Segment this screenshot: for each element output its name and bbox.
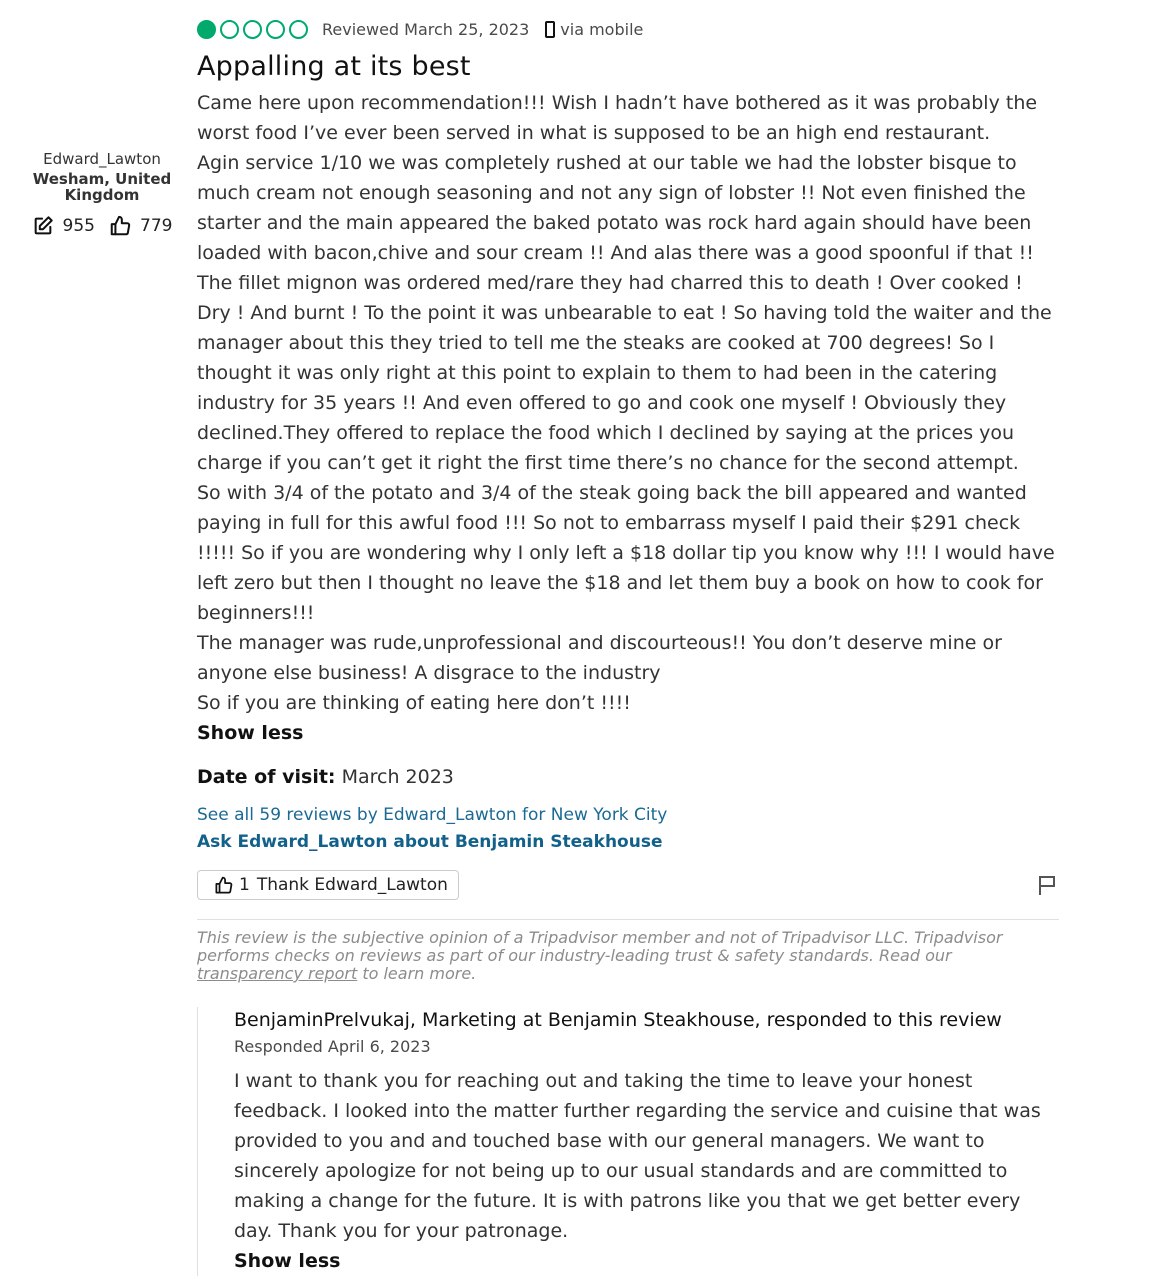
transparency-report-link[interactable]: transparency report — [197, 964, 358, 983]
review-card — [197, 14, 1059, 1276]
review-title: Appalling at its best — [197, 51, 471, 82]
response-date: Responded April 6, 2023 — [234, 1037, 431, 1056]
rating-bubble-empty — [266, 20, 285, 39]
review-body: Came here upon recommendation!!! Wish I hadn’t have bothered as it was probably the worst food I’ve ever been served in what is supposed to be an high end restaurant. Agin service 1/10 we was completely rushed at our table we had the lobster bisque to much cream not enough seasoning and not any sign of lobster !! Not even finished the starter and the main appeared the baked potato was rock hard again should have been loaded with bacon,chive and sour cream !! And alas there was a good spoonful if that !! The fillet mignon was ordered med/rare they had charred this to death ! Over cooked ! Dry ! And burnt ! To the point it was unbearable to eat ! So having told the waiter and the manager about this they tried to tell me the steaks are cooked at 700 degrees! So I thought it was only right at this point to explain to them to had been in the catering industry for 35 years !! And even offered to go and cook one myself ! Obviously they declined.They offered to replace the food which I declined by saying at the prices you charge if you can’t get it right the first time there’s no chance for the second attempt. So with 3/4 of the potato and 3/4 of the steak going back the bill appeared and wanted paying in full for this awful food !!! So not to embarrass myself I paid their $291 check !!!!! So if you are wondering why I only left a $18 dollar tip you know why !!! I would have left zero but then I thought no leave the $18 and let them buy a book on how to cook for beginners!!! The manager was rude,unprofessional and discourteous!! You don’t deserve mine or anyone else business! A disgrace to the industry So if you are thinking of eating here don’t !!!! — [197, 92, 1055, 714]
mobile-phone-icon — [545, 21, 555, 38]
rating-bubbles — [197, 20, 312, 39]
thumbs-up-icon — [214, 876, 233, 895]
reviewer-name[interactable]: Edward_Lawton — [43, 150, 161, 168]
response-header: BenjaminPrelvukaj, Marketing at Benjamin Steakhouse, responded to this review — [234, 1009, 1002, 1031]
reviewer-stats — [30, 215, 174, 237]
rating-bubble-filled — [197, 20, 216, 39]
owner-response — [197, 1007, 1059, 1276]
review-date: Reviewed March 25, 2023 — [322, 19, 530, 39]
edit-icon — [32, 215, 54, 237]
date-of-visit-value: March 2023 — [341, 766, 454, 788]
thank-count: 1 — [239, 875, 250, 895]
thank-label: Thank Edward_Lawton — [256, 875, 448, 895]
thank-row — [197, 870, 1059, 900]
contributions-stat — [32, 215, 95, 237]
rating-bubble-empty — [289, 20, 308, 39]
review-meta — [197, 14, 1059, 44]
rating-bubble-empty — [243, 20, 262, 39]
ask-reviewer-link[interactable]: Ask Edward_Lawton about Benjamin Steakhouse — [197, 832, 663, 852]
helpful-votes-count: 779 — [140, 216, 173, 236]
response-show-less-button[interactable]: Show less — [234, 1250, 341, 1272]
via-mobile-label: via mobile — [560, 19, 644, 39]
date-of-visit — [197, 762, 1059, 792]
reviewer-profile — [30, 150, 174, 237]
thumbs-up-icon — [109, 215, 131, 237]
rating-bubble-empty — [220, 20, 239, 39]
see-all-reviews-link[interactable]: See all 59 reviews by Edward_Lawton for New York City — [197, 805, 668, 825]
response-body: I want to thank you for reaching out and taking the time to leave your honest feedback. I looked into the matter further regarding the service and cuisine that was provided to you and and touched base with our general managers. We want to sincerely apologize for not being up to our usual standards and are committed to making a change for the future. It is with patrons like you that we get better every day. Thank you for your patronage. — [234, 1070, 1041, 1242]
divider — [197, 919, 1059, 920]
reviewer-location: Wesham, United Kingdom — [32, 170, 172, 204]
disclaimer-text-end: to learn more. — [357, 964, 477, 983]
via-mobile — [545, 20, 643, 39]
date-of-visit-label: Date of visit: — [197, 766, 336, 788]
review-disclaimer — [197, 929, 1027, 983]
flag-icon[interactable] — [1037, 874, 1057, 896]
disclaimer-text: This review is the subjective opinion of a Tripadvisor member and not of Tripadvisor LLC. Tripadvisor performs checks on reviews as part of our industry-leading trust & safety standards. Read our — [197, 928, 1003, 965]
show-less-button[interactable]: Show less — [197, 722, 304, 744]
thank-button[interactable] — [197, 870, 459, 900]
contributions-count: 955 — [62, 216, 95, 236]
helpful-votes-stat — [109, 215, 172, 237]
